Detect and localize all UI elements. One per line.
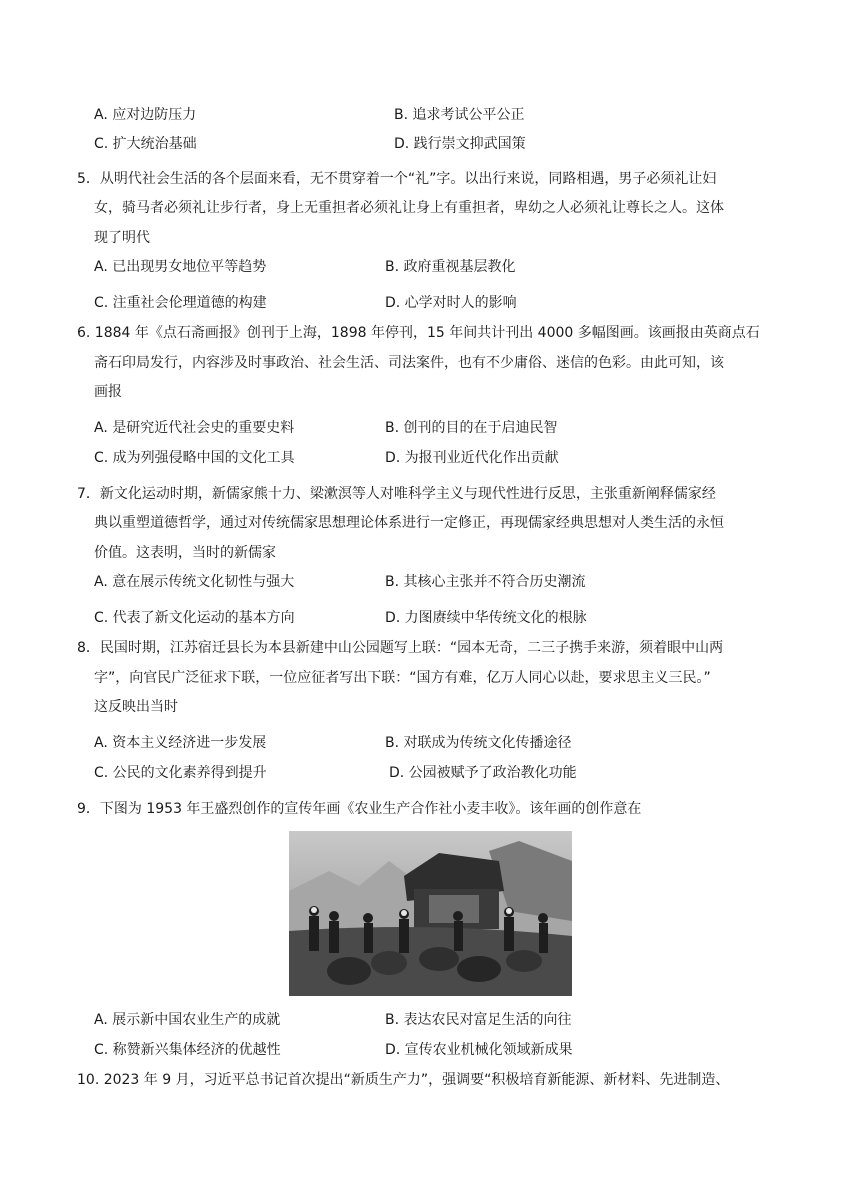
wheat-harvest-illustration bbox=[289, 831, 572, 996]
q10-stem-line-1: 10. 2023 年 9 月，习近平总书记首次提出“新质生产力”，强调要“积极培育新能源、新材料、先进制造、 bbox=[77, 1072, 730, 1088]
q8-stem-line-1: 8．民国时期，江苏宿迁县长为本县新建中山公园题写上联：“园本无奇，二三子携手来游，须着眼中山两 bbox=[77, 640, 724, 656]
q9-stem-line-1: 9．下图为 1953 年王盛烈创作的宣传年画《农业生产合作社小麦丰收》。该年画的创作意在 bbox=[77, 801, 642, 817]
q7-option-a: A. 意在展示传统文化韧性与强大 bbox=[94, 574, 295, 590]
q6-option-d: D. 为报刊业近代化作出贡献 bbox=[385, 450, 559, 466]
q7-option-c: C. 代表了新文化运动的基本方向 bbox=[94, 610, 295, 626]
q6-stem-line-3: 画报 bbox=[94, 384, 122, 400]
q9-option-b: B. 表达农民对富足生活的向往 bbox=[385, 1012, 572, 1028]
q5-stem-line-3: 现了明代 bbox=[94, 230, 150, 246]
q7-option-d: D. 力图赓续中华传统文化的根脉 bbox=[385, 610, 587, 626]
q8-option-b: B. 对联成为传统文化传播途径 bbox=[385, 735, 572, 751]
q4-option-c: C. 扩大统治基础 bbox=[94, 136, 197, 152]
q8-stem-line-2: 字”，向官民广泛征求下联，一位应征者写出下联：“国方有难，亿万人同心以赴，要求思主义三民。” bbox=[94, 670, 711, 686]
q8-option-d: D. 公园被赋予了政治教化功能 bbox=[389, 765, 577, 781]
q9-option-c: C. 称赞新兴集体经济的优越性 bbox=[94, 1042, 281, 1058]
q6-option-a: A. 是研究近代社会史的重要史料 bbox=[94, 420, 295, 436]
q5-stem-line-1: 5．从明代社会生活的各个层面来看，无不贯穿着一个“礼”字。以出行来说，同路相遇，男子必须礼让妇 bbox=[77, 171, 717, 187]
q5-option-d: D. 心学对时人的影响 bbox=[385, 295, 517, 311]
q7-option-b: B. 其核心主张并不符合历史潮流 bbox=[385, 574, 586, 590]
q7-stem-line-2: 典以重塑道德哲学，通过对传统儒家思想理论体系进行一定修正，再现儒家经典思想对人类生活的永恒 bbox=[94, 515, 724, 531]
q5-option-c: C. 注重社会伦理道德的构建 bbox=[94, 295, 267, 311]
q6-stem-line-2: 斋石印局发行，内容涉及时事政治、社会生活、司法案件，也有不少庸俗、迷信的色彩。由此可知，该 bbox=[94, 355, 724, 371]
q5-option-a: A. 已出现男女地位平等趋势 bbox=[94, 259, 267, 275]
q5-stem-line-2: 女，骑马者必须礼让步行者，身上无重担者必须礼让身上有重担者，卑幼之人必须礼让尊长之人。这体 bbox=[94, 200, 724, 216]
q6-stem-line-1: 6. 1884 年《点石斋画报》创刊于上海，1898 年停刊，15 年间共计刊出 4000 多幅图画。该画报由英商点石 bbox=[77, 325, 760, 341]
q8-option-a: A. 资本主义经济进一步发展 bbox=[94, 735, 267, 751]
q7-stem-line-1: 7．新文化运动时期，新儒家熊十力、梁漱溟等人对唯科学主义与现代性进行反思，主张重新阐释儒家经 bbox=[77, 486, 716, 502]
q9-option-a: A. 展示新中国农业生产的成就 bbox=[94, 1012, 281, 1028]
q9-option-d: D. 宣传农业机械化领域新成果 bbox=[385, 1042, 573, 1058]
q8-option-c: C. 公民的文化素养得到提升 bbox=[94, 765, 267, 781]
q6-option-c: C. 成为列强侵略中国的文化工具 bbox=[94, 450, 295, 466]
q8-stem-line-3: 这反映出当时 bbox=[94, 699, 178, 715]
q6-option-b: B. 创刊的目的在于启迪民智 bbox=[385, 420, 558, 436]
q4-option-a: A. 应对边防压力 bbox=[94, 107, 197, 123]
q7-stem-line-3: 价值。这表明，当时的新儒家 bbox=[94, 545, 276, 561]
q4-option-b: B. 追求考试公平公正 bbox=[394, 107, 525, 123]
q4-option-d: D. 践行崇文抑武国策 bbox=[394, 136, 526, 152]
new-year-painting-image bbox=[289, 831, 572, 996]
q5-option-b: B. 政府重视基层教化 bbox=[385, 259, 516, 275]
